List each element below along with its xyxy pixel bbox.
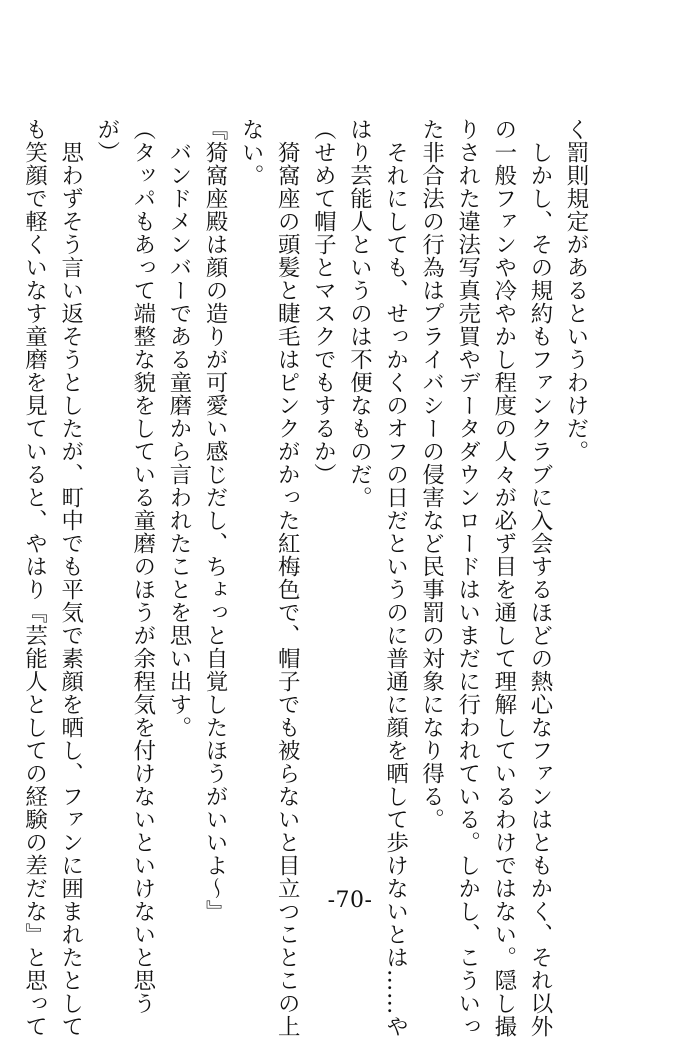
text-line: た非合法の行為はプライバシーの侵害など民事罰の対象になり得る。	[418, 118, 445, 831]
page-number: -70-	[327, 888, 373, 913]
text-line: りされた違法写真売買やデータダウンロードはいまだに行われている。しかし、こういっ	[454, 118, 481, 1038]
text-line: （タッパもあって端整な貌をしている童磨のほうが余程気を付けないといけないと思う	[129, 118, 156, 1015]
text-line: も笑顔で軽くいなす童磨を見ていると、やはり『芸能人としての経験の差だな』と思って	[21, 118, 48, 1038]
text-line: 思わずそう言い返そうとしたが、町中でも平気で素顔を晒し、ファンに囲まれたとして	[57, 118, 84, 1038]
text-line: が）	[93, 118, 120, 164]
text-line: 『猗窩座殿は顔の造りが可愛い感じだし、ちょっと自覚したほうがいいよ～』	[202, 118, 229, 923]
text-line: バンドメンバーである童磨から言われたことを思い出す。	[165, 118, 192, 739]
text-line: ない。	[238, 118, 265, 187]
text-line: 猗窩座の頭髪と睫毛はピンクがかった紅梅色で、帽子でも被らないと目立つことこの上	[274, 118, 301, 1038]
text-line: はり芸能人というのは不便なものだ。	[346, 118, 373, 509]
text-line: く罰則規定があるというわけだ。	[563, 118, 589, 463]
text-line: しかし、その規約もファンクラブに入会するほどの熱心なファンはともかく、それ以外	[526, 118, 553, 1038]
text-line: それにしても、せっかくのオフの日だというのに普通に顔を晒して歩けないとは……や	[382, 118, 409, 1038]
text-line: （せめて帽子とマスクでもするか）	[310, 118, 337, 486]
text-line: の一般ファンや冷やかし程度の人々が必ず目を通して理解しているわけではない。隠し撮	[490, 118, 517, 1038]
